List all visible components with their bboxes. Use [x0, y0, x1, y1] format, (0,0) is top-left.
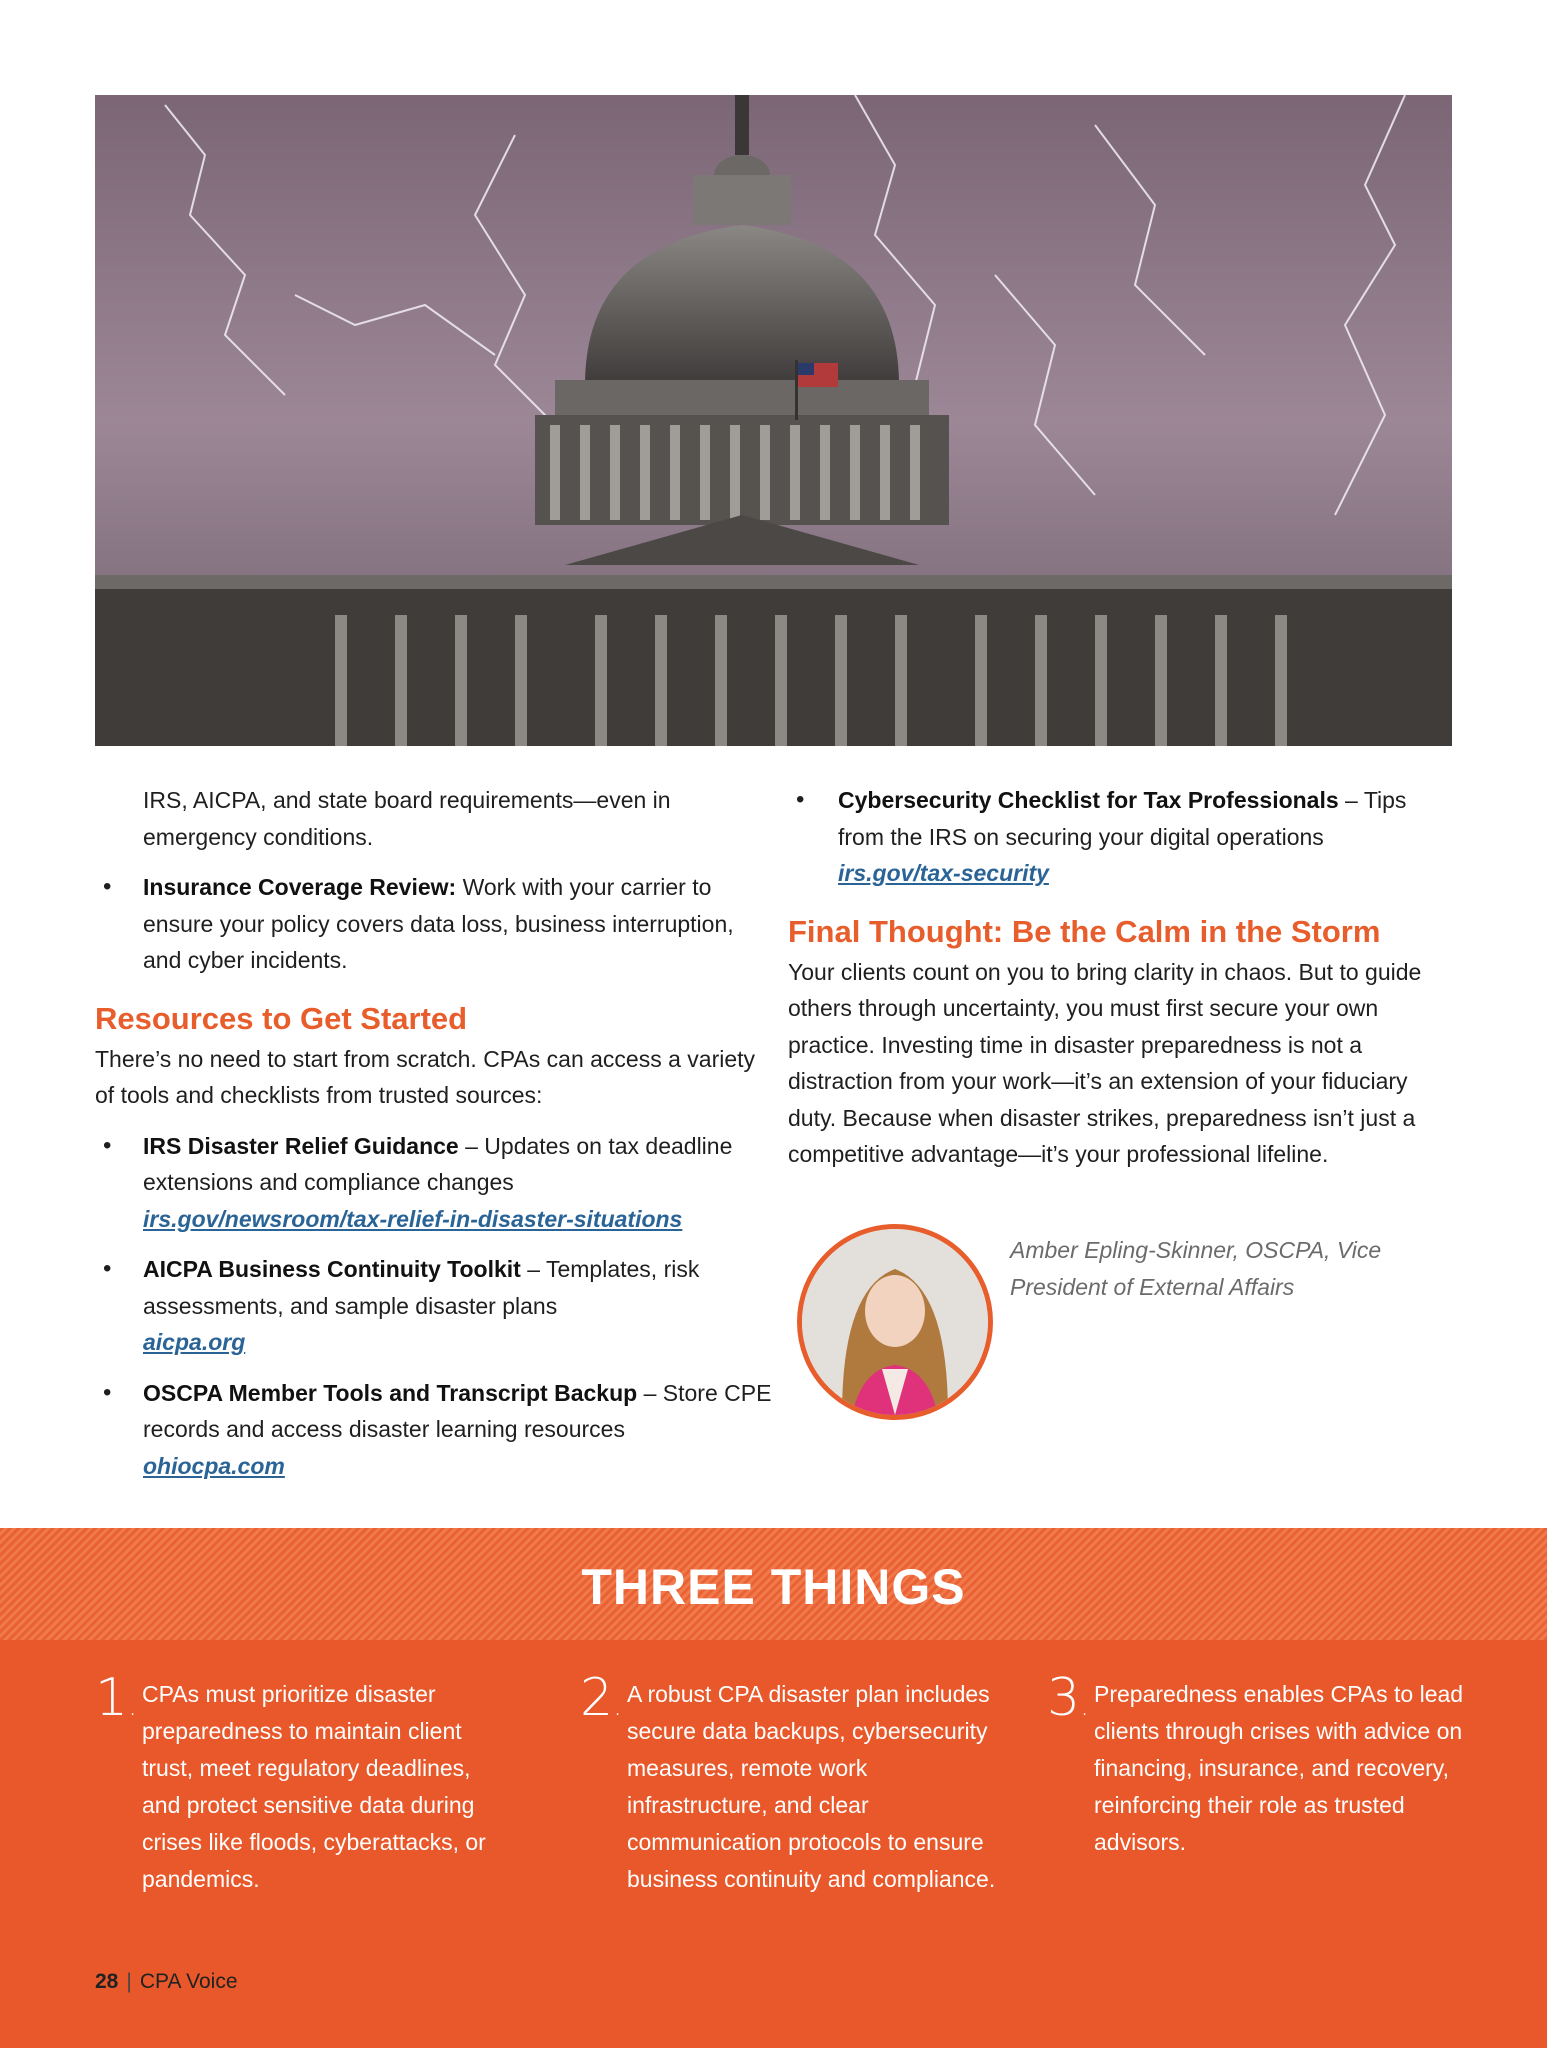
- three-things-panel: [0, 1528, 1547, 2048]
- resource-title: OSCPA Member Tools and Transcript Backup: [143, 1379, 638, 1406]
- continuation-text: IRS, AICPA, and state board requirements—even in emergency conditions.: [143, 787, 671, 850]
- three-things-item: [95, 1668, 515, 1898]
- item-text: Preparedness enables CPAs to lead clients through crises with advice on financing, insurance, and recovery, reinforcing their role as trusted advisors.: [1094, 1681, 1464, 1855]
- quote-attribution: Amber Epling-Skinner, OSCPA, Vice President of External Affairs: [1010, 1237, 1382, 1300]
- author-photo: [797, 1224, 993, 1420]
- resource-link[interactable]: aicpa.org: [143, 1329, 246, 1355]
- resource-item: [95, 1251, 775, 1361]
- capitol-lightning-illustration: [95, 95, 1452, 746]
- resource-title: Cybersecurity Checklist for Tax Professionals: [838, 787, 1339, 813]
- resource-desc: – Updates on tax deadline extensions and compliance changes: [143, 1132, 733, 1195]
- final-thought-text: Your clients count on you to bring clarity in chaos. But to guide others through uncertainty, you must first secure your own practice. Investing time in disaster preparedness is not a distraction from your work—it’s an extension of your fiduciary duty. Because when disaster strikes, preparedness isn’t just a competitive advantage—it’s your professional lifeline.: [788, 958, 1422, 1167]
- resources-intro: There’s no need to start from scratch. CPAs can access a variety of tools and checklists from trusted sources:: [95, 1045, 756, 1108]
- item-number: 2 .: [580, 1672, 622, 1732]
- item-text: A robust CPA disaster plan includes secure data backups, cybersecurity measures, remote work infrastructure, and clear communication protocols to ensure business continuity and compliance.: [627, 1681, 996, 1892]
- resource-link[interactable]: ohiocpa.com: [143, 1452, 285, 1479]
- right-column: [788, 782, 1448, 1173]
- resource-item: [95, 1128, 775, 1238]
- publication-name: CPA Voice: [139, 1970, 238, 1993]
- three-things-title: THREE THINGS: [581, 1559, 966, 1615]
- resource-link[interactable]: irs.gov/newsroom/tax-relief-in-disaster-situations: [143, 1205, 683, 1232]
- resource-desc: – Store CPE records and access disaster learning resources: [143, 1379, 772, 1442]
- resource-title: AICPA Business Continuity Toolkit: [143, 1256, 521, 1282]
- resource-item: [95, 1375, 775, 1485]
- page-footer: [95, 1970, 238, 1994]
- hero-image: [95, 95, 1452, 746]
- final-thought-heading: Final Thought: Be the Calm in the Storm: [788, 913, 1381, 949]
- insurance-bullet: [95, 869, 775, 979]
- resource-link[interactable]: irs.gov/tax-security: [838, 860, 1049, 886]
- three-things-item: [1047, 1668, 1467, 1861]
- resource-title: IRS Disaster Relief Guidance: [143, 1132, 459, 1159]
- resources-list: [95, 1128, 775, 1485]
- bullet-bold-label: Insurance Coverage Review:: [143, 874, 457, 900]
- item-text: CPAs must prioritize disaster preparedness to maintain client trust, meet regulatory deadlines, and protect sensitive data during crises like floods, cyberattacks, or pandemics.: [142, 1681, 486, 1892]
- item-number: 1 .: [95, 1672, 137, 1732]
- resource-desc: – Tips from the IRS on securing your digital operations: [838, 787, 1407, 850]
- resource-desc: – Templates, risk assessments, and sample disaster plans: [143, 1256, 700, 1319]
- bullet-text: Work with your carrier to ensure your policy covers data loss, business interruption, and cyber incidents.: [143, 874, 734, 973]
- resources-heading: Resources to Get Started: [95, 1000, 468, 1036]
- portrait-illustration: [802, 1229, 988, 1415]
- cyber-bullet: [788, 782, 1448, 892]
- three-things-item: [580, 1668, 1000, 1898]
- left-column: [95, 782, 775, 1484]
- item-number: 3 .: [1047, 1672, 1089, 1732]
- footer-separator: |: [126, 1970, 132, 1993]
- page-number: 28: [95, 1970, 119, 1993]
